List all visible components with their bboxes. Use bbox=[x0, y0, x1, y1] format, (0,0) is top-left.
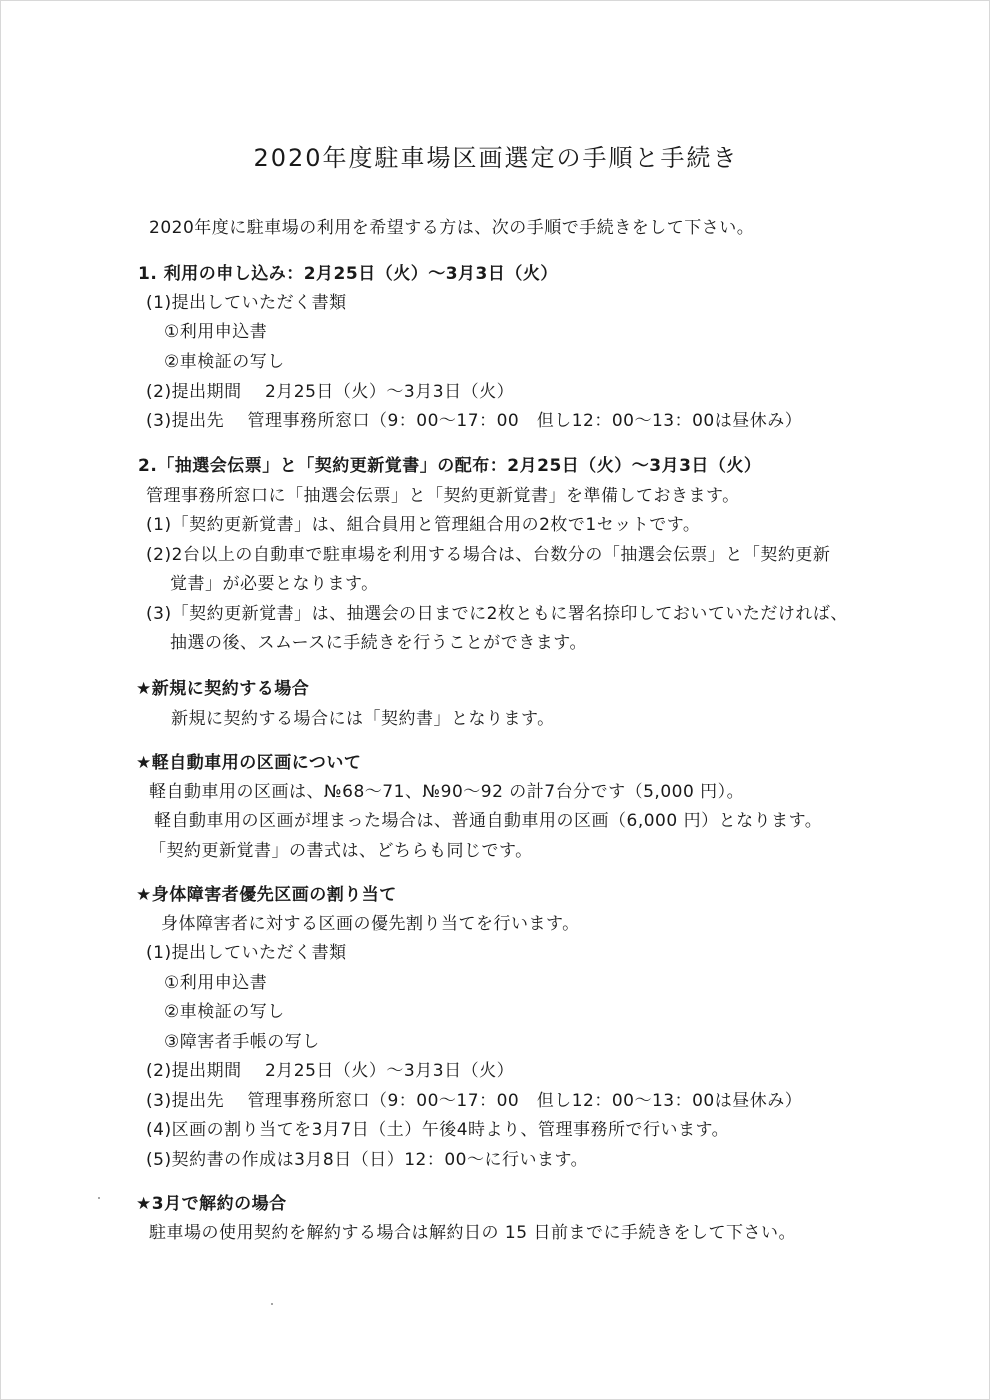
section6-heading: ★3月で解約の場合 bbox=[136, 1194, 287, 1214]
section5-item: (2)提出期間 2月25日（火）～3月3日（火） bbox=[146, 1061, 515, 1081]
section4-heading: ★軽自動車用の区画について bbox=[136, 753, 362, 773]
section2-intro: 管理事務所窓口に「抽選会伝票」と「契約更新覚書」を準備しておきます。 bbox=[146, 486, 740, 506]
document-title: 2020年度駐車場区画選定の手順と手続き bbox=[253, 144, 739, 172]
section1-item: (3)提出先 管理事務所窓口（9：00～17：00 但し12：00～13：00は昼休み） bbox=[146, 411, 803, 431]
section3-heading: ★新規に契約する場合 bbox=[136, 679, 310, 699]
section5-heading: ★身体障害者優先区画の割り当て bbox=[136, 885, 397, 905]
section5-item: (3)提出先 管理事務所窓口（9：00～17：00 但し12：00～13：00は昼休み） bbox=[146, 1091, 803, 1111]
section1-item: ①利用申込書 bbox=[164, 322, 268, 342]
section4-line: 軽自動車用の区画が埋まった場合は、普通自動車用の区画（6,000 円）となります。 bbox=[154, 811, 823, 831]
section1-item: (1)提出していただく書類 bbox=[146, 293, 347, 313]
section5-item: (1)提出していただく書類 bbox=[146, 943, 347, 963]
scan-speck bbox=[98, 1197, 100, 1199]
section2-item: 覚書」が必要となります。 bbox=[170, 574, 379, 594]
section2-heading: 2.「抽選会伝票」と「契約更新覚書」の配布：2月25日（火）～3月3日（火） bbox=[138, 456, 762, 476]
section1-item: (2)提出期間 2月25日（火）～3月3日（火） bbox=[146, 382, 515, 402]
section2-item: 抽選の後、スムースに手続きを行うことができます。 bbox=[170, 633, 587, 653]
section6-body: 駐車場の使用契約を解約する場合は解約日の 15 日前までに手続きをして下さい。 bbox=[149, 1223, 796, 1243]
scan-speck bbox=[271, 1303, 273, 1305]
section3-body: 新規に契約する場合には「契約書」となります。 bbox=[171, 709, 555, 729]
section4-line: 軽自動車用の区画は、№68～71、№90～92 の計7台分です（5,000 円）。 bbox=[149, 782, 745, 802]
section1-item: ②車検証の写し bbox=[164, 352, 285, 372]
section1-heading: 1. 利用の申し込み：2月25日（火）～3月3日（火） bbox=[138, 264, 558, 284]
section5-item: ②車検証の写し bbox=[164, 1002, 285, 1022]
section5-item: ③障害者手帳の写し bbox=[164, 1032, 320, 1052]
section2-item: (1)「契約更新覚書」は、組合員用と管理組合用の2枚で1セットです。 bbox=[146, 515, 701, 535]
section2-item: (2)2台以上の自動車で駐車場を利用する場合は、台数分の「抽選会伝票」と「契約更新 bbox=[146, 545, 831, 565]
section2-item: (3)「契約更新覚書」は、抽選会の日までに2枚ともに署名捺印しておいていただければ、 bbox=[146, 604, 848, 624]
section5-item: (5)契約書の作成は3月8日（日）12：00～に行います。 bbox=[146, 1150, 589, 1170]
section5-intro: 身体障害者に対する区画の優先割り当てを行います。 bbox=[161, 914, 580, 934]
section5-item: (4)区画の割り当てを3月7日（土）午後4時より、管理事務所で行います。 bbox=[146, 1120, 730, 1140]
intro-text: 2020年度に駐車場の利用を希望する方は、次の手順で手続きをして下さい。 bbox=[149, 218, 755, 238]
section4-line: 「契約更新覚書」の書式は、どちらも同じです。 bbox=[149, 841, 533, 861]
section5-item: ①利用申込書 bbox=[164, 973, 268, 993]
